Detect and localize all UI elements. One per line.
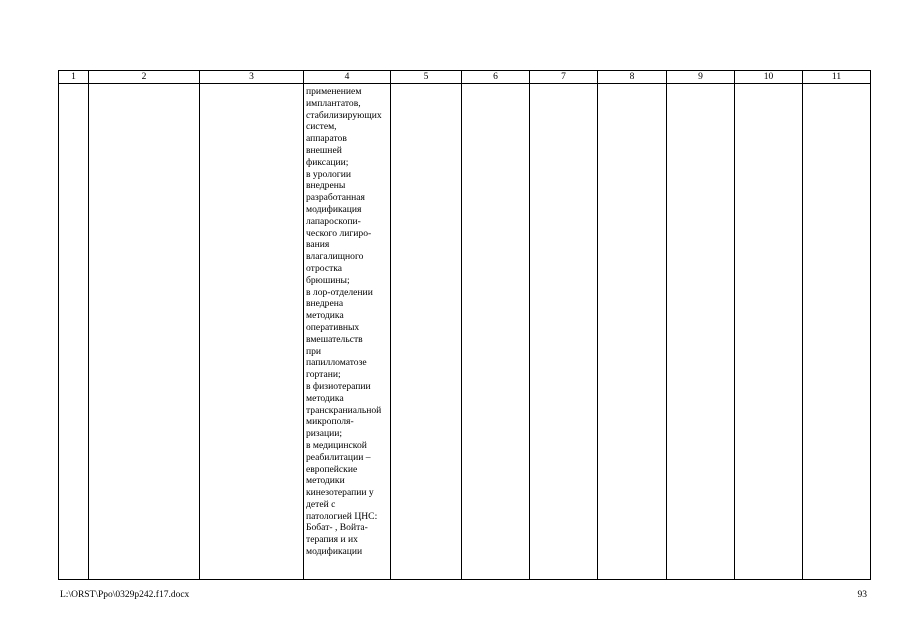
table-cell-6 <box>462 84 530 580</box>
column-header-5: 5 <box>391 71 462 84</box>
table-cell-5 <box>391 84 462 580</box>
table-cell-2 <box>89 84 200 580</box>
document-table <box>58 70 871 580</box>
column-header-3: 3 <box>200 71 304 84</box>
column-header-2: 2 <box>89 71 200 84</box>
table-cell-8 <box>598 84 667 580</box>
column-header-7: 7 <box>530 71 598 84</box>
column-header-8: 8 <box>598 71 667 84</box>
column-header-9: 9 <box>667 71 735 84</box>
column-header-10: 10 <box>735 71 803 84</box>
column-header-1: 1 <box>59 71 89 84</box>
footer-file-path: L:\ORST\Ppo\0329p242.f17.docx <box>60 590 190 600</box>
table-header-row <box>59 71 871 84</box>
table-cell-7 <box>530 84 598 580</box>
column-header-11: 11 <box>803 71 871 84</box>
document-table-wrapper <box>58 70 870 580</box>
table-cell-10 <box>735 84 803 580</box>
table-cell-4: применением имплантатов, стабилизирующих систем, аппаратов внешней фиксации; в урологии внедрены разработанная модификация лапароскопи- ческого лигиро- вания влагалищного отростка брюшины; в лор-отделении внедрена методика оперативных вмешательств при папилломатозе гортани; в физиотерапии методика транскраниальной микрополя- ризации; в медицинской реабилитации – европейские методики кинезотерапии у детей с патологией ЦНС: Бобат- , Войта- терапия и их модификации <box>304 84 391 580</box>
column-header-6: 6 <box>462 71 530 84</box>
table-cell-3 <box>200 84 304 580</box>
footer-page-number: 93 <box>857 590 867 600</box>
column-header-4: 4 <box>304 71 391 84</box>
table-row <box>59 84 871 580</box>
table-cell-11 <box>803 84 871 580</box>
table-cell-9 <box>667 84 735 580</box>
table-cell-1 <box>59 84 89 580</box>
